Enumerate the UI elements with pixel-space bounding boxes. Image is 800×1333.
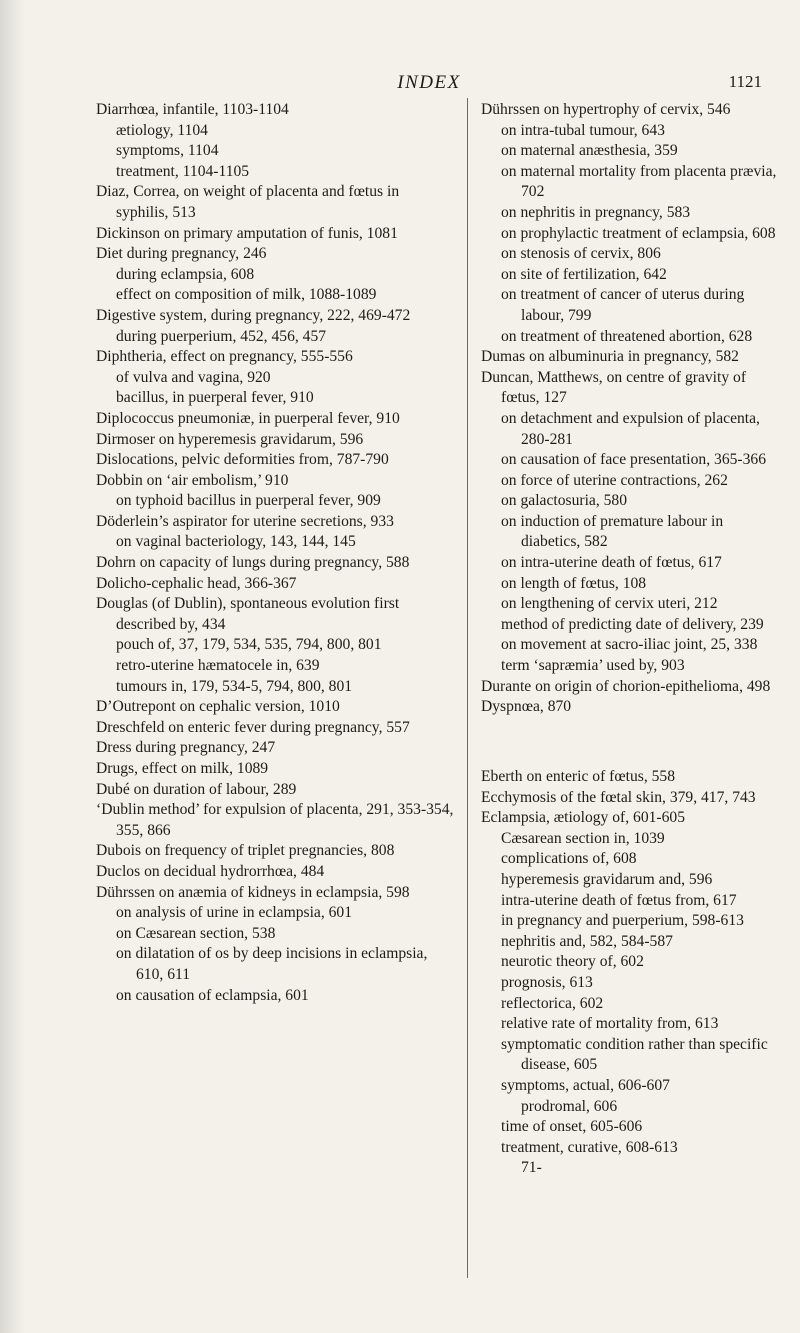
column-divider (467, 98, 468, 1278)
page-number: 1121 (728, 72, 762, 91)
index-subentry: method of predicting date of delivery, 239 (501, 615, 764, 633)
index-subentry: on treatment of cancer of uterus during labour, 799 (501, 286, 745, 324)
index-entry: Dreschfeld on enteric fever during pregnancy, 557 (96, 718, 410, 736)
index-subentry: on prophylactic treatment of eclampsia, 608 (501, 224, 776, 242)
index-entry: Dress during pregnancy, 247 (96, 739, 276, 757)
index-entry: Ecchymosis of the fœtal skin, 379, 417, 743 (481, 788, 756, 806)
index-entry: Diphtheria, effect on pregnancy, 555-556 (96, 348, 353, 366)
index-entry: D’Outrepont on cephalic version, 1010 (96, 698, 340, 716)
index-entry: Dickinson on primary amputation of funis, 1081 (96, 224, 398, 242)
index-entry: Dührssen on anæmia of kidneys in eclampsia, 598 (96, 883, 410, 901)
index-subentry: on site of fertilization, 642 (501, 265, 667, 283)
index-subentry: during puerperium, 452, 456, 457 (116, 327, 327, 345)
index-subentry: hyperemesis gravidarum and, 596 (501, 870, 713, 888)
index-subentry: on intra-tubal tumour, 643 (501, 121, 665, 139)
index-subentry: on intra-uterine death of fœtus, 617 (501, 554, 722, 572)
index-entry: Dumas on albuminuria in pregnancy, 582 (481, 348, 739, 366)
index-subentry: term ‘sapræmia’ used by, 903 (501, 657, 685, 675)
index-subentry: on dilatation of os by deep incisions in eclampsia, 610, 611 (116, 945, 428, 983)
index-subentry: on lengthening of cervix uteri, 212 (501, 595, 718, 613)
index-subentry: ætiology, 1104 (116, 121, 208, 139)
index-subentry: symptoms, actual, 606-607 (501, 1076, 670, 1094)
index-subentry: on force of uterine contractions, 262 (501, 471, 728, 489)
index-entry: Eclampsia, ætiology of, 601-605 (481, 809, 685, 827)
page-header (96, 72, 762, 102)
index-subentry: treatment, curative, 608-613 (501, 1138, 678, 1156)
index-subentry: on maternal anæsthesia, 359 (501, 142, 678, 160)
index-entry: Dolicho-cephalic head, 366-367 (96, 574, 297, 592)
index-subentry: prognosis, 613 (501, 973, 593, 991)
index-entry: Diet during pregnancy, 246 (96, 245, 267, 263)
index-subentry: of vulva and vagina, 920 (116, 368, 271, 386)
index-subentry: on length of fœtus, 108 (501, 574, 647, 592)
index-entry: Douglas (of Dublin), spontaneous evolution first described by, 434 (96, 595, 400, 633)
index-entry: Diarrhœa, infantile, 1103-1104 (96, 101, 289, 118)
index-subentry: symptomatic condition rather than specific disease, 605 (501, 1035, 768, 1074)
index-entry: Dohrn on capacity of lungs during pregnancy, 588 (96, 554, 410, 572)
index-entry: Döderlein’s aspirator for uterine secretions, 933 (96, 512, 394, 530)
index-subentry: on causation of eclampsia, 601 (116, 986, 309, 1004)
index-subentry: symptoms, 1104 (116, 142, 219, 160)
index-subentry: on nephritis in pregnancy, 583 (501, 203, 691, 221)
index-subentry: on movement at sacro-iliac joint, 25, 338 (501, 636, 758, 654)
index-subentry: intra-uterine death of fœtus from, 617 (501, 891, 737, 909)
index-subentry: complications of, 608 (501, 850, 637, 868)
index-subentry: time of onset, 605-606 (501, 1118, 643, 1136)
index-subentry: on treatment of threatened abortion, 628 (501, 327, 753, 345)
index-subentry: neurotic theory of, 602 (501, 953, 644, 971)
index-subentry: on analysis of urine in eclampsia, 601 (116, 904, 353, 922)
index-subentry: on causation of face presentation, 365-366 (501, 451, 767, 469)
index-entry: Diplococcus pneumoniæ, in puerperal fever, 910 (96, 409, 400, 427)
index-subentry: prodromal, 606 (521, 1097, 618, 1115)
index-subentry: Cæsarean section in, 1039 (501, 829, 665, 847)
running-head: INDEX (397, 72, 461, 93)
index-entry: Duclos on decidual hydrorrhœa, 484 (96, 862, 325, 880)
index-subentry: treatment, 1104-1105 (116, 162, 250, 180)
index-subentry: retro-uterine hæmatocele in, 639 (116, 657, 320, 675)
index-entry: Dobbin on ‘air embolism,’ 910 (96, 471, 289, 489)
index-entry: Dirmoser on hyperemesis gravidarum, 596 (96, 430, 364, 448)
index-entry: Diaz, Correa, on weight of placenta and fœtus in syphilis, 513 (96, 183, 400, 221)
index-entry: Dislocations, pelvic deformities from, 787-790 (96, 451, 389, 469)
index-subentry: relative rate of mortality from, 613 (501, 1015, 719, 1033)
index-subentry: bacillus, in puerperal fever, 910 (116, 389, 314, 407)
index-subentry: pouch of, 37, 179, 534, 535, 794, 800, 801 (116, 636, 382, 654)
index-subentry: 71- (521, 1159, 542, 1177)
index-subentry: on induction of premature labour in diabetics, 582 (501, 512, 724, 551)
index-subentry: on typhoid bacillus in puerperal fever, 909 (116, 492, 381, 510)
index-entry: Dubois on frequency of triplet pregnancies, 808 (96, 842, 395, 860)
index-entry: Dührssen on hypertrophy of cervix, 546 (481, 101, 731, 118)
index-entry: Duncan, Matthews, on centre of gravity of fœtus, 127 (481, 368, 747, 407)
index-entry: Durante on origin of chorion-epithelioma, 498 (481, 677, 771, 695)
index-entry: Digestive system, during pregnancy, 222, 469-472 (96, 306, 411, 324)
index-subentry: on stenosis of cervix, 806 (501, 245, 661, 263)
index-subentry: on Cæsarean section, 538 (116, 924, 276, 942)
index-entry: Dubé on duration of labour, 289 (96, 780, 297, 798)
index-subentry: in pregnancy and puerperium, 598-613 (501, 912, 744, 930)
index-subentry: effect on composition of milk, 1088-1089 (116, 286, 377, 304)
index-entry: Drugs, effect on milk, 1089 (96, 760, 269, 777)
index-subentry: on galactosuria, 580 (501, 492, 628, 510)
index-subentry: tumours in, 179, 534-5, 794, 800, 801 (116, 677, 353, 695)
index-entry: Dyspnœa, 870 (481, 698, 572, 716)
index-entry: ‘Dublin method’ for expulsion of placenta, 291, 353-354, 355, 866 (96, 801, 454, 839)
index-subentry: on maternal mortality from placenta prævia, 702 (501, 162, 777, 201)
index-subentry: reflectorica, 602 (501, 994, 604, 1012)
section-gap (481, 733, 777, 751)
index-subentry: nephritis and, 582, 584-587 (501, 932, 673, 950)
index-subentry: on vaginal bacteriology, 143, 144, 145 (116, 533, 356, 551)
index-subentry: during eclampsia, 608 (116, 265, 255, 283)
page-gutter-shadow (0, 0, 24, 1333)
index-column-right (481, 100, 777, 1179)
index-column-left (96, 100, 454, 1006)
index-entry: Eberth on enteric of fœtus, 558 (481, 768, 676, 785)
index-subentry: on detachment and expulsion of placenta, 280-281 (501, 409, 760, 448)
